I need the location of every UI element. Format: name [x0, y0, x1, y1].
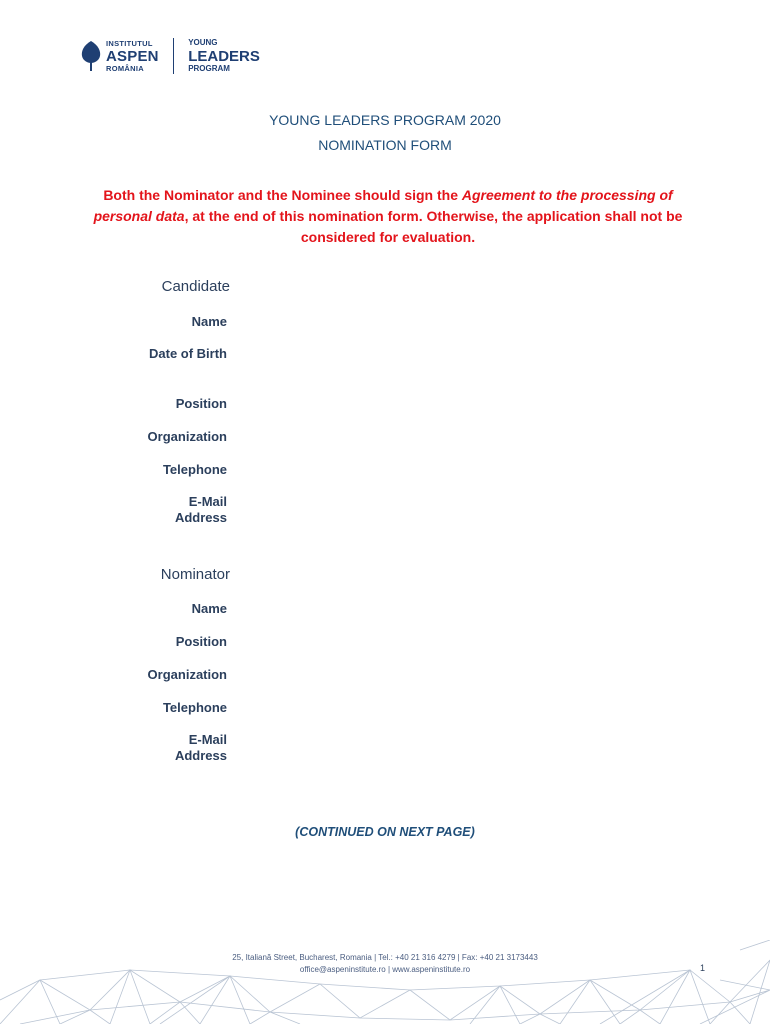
document-subtitle: NOMINATION FORM	[318, 137, 452, 153]
candidate-position-label: Position	[175, 396, 227, 411]
nominator-email-label	[0, 732, 227, 764]
ylp-bottom-text: PROGRAM	[188, 64, 230, 73]
nominator-organization-label: Organization	[147, 667, 227, 682]
footer-contact: office@aspeninstitute.ro | www.aspeninstitute.ro	[299, 965, 471, 974]
candidate-dob-text: Date of Birth	[149, 346, 227, 361]
candidate-heading: Candidate	[161, 278, 230, 295]
continued-note: (CONTINUED ON NEXT PAGE)	[295, 825, 475, 839]
notice-italic: Agreement to the processing of personal data	[93, 187, 673, 224]
logo-divider	[173, 38, 175, 74]
aspen-bottom-text: ROMÂNIA	[106, 63, 144, 73]
document-title: YOUNG LEADERS PROGRAM 2020	[269, 112, 501, 128]
notice-part2: , at the end of this nomination form. Otherwise, the application shall not be considered for evaluation.	[184, 208, 683, 245]
aspen-leaf-icon	[80, 39, 102, 73]
candidate-dob-label	[0, 346, 227, 362]
nominator-position-label: Position	[175, 634, 227, 649]
nominator-heading: Nominator	[160, 566, 230, 583]
candidate-telephone-label: Telephone	[162, 462, 227, 477]
candidate-email-text: E-Mail Address	[174, 494, 227, 525]
footer-address: 25, Italiană Street, Bucharest, Romania | Tel.: +40 21 316 4279 | Fax: +40 21 3173443	[232, 953, 538, 962]
ylp-top-text: YOUNG	[188, 38, 218, 47]
aspen-logo	[80, 39, 159, 73]
aspen-main-text: ASPEN	[106, 47, 159, 65]
notice-part1: Both the Nominator and the Nominee should sign the	[103, 187, 462, 203]
ylp-main-text: LEADERS	[188, 48, 260, 65]
header-logo	[80, 36, 260, 76]
candidate-name-label: Name	[191, 314, 227, 329]
nominator-email-text: E-Mail Address	[174, 732, 227, 763]
page-number: 1	[700, 963, 706, 973]
ylp-logo	[188, 39, 260, 73]
aspen-top-text: INSTITUTUL	[106, 39, 153, 48]
candidate-organization-label: Organization	[147, 429, 227, 444]
nominator-name-label: Name	[191, 601, 227, 616]
nominator-telephone-label: Telephone	[162, 700, 227, 715]
candidate-email-label	[0, 494, 227, 526]
signature-notice	[80, 185, 696, 248]
